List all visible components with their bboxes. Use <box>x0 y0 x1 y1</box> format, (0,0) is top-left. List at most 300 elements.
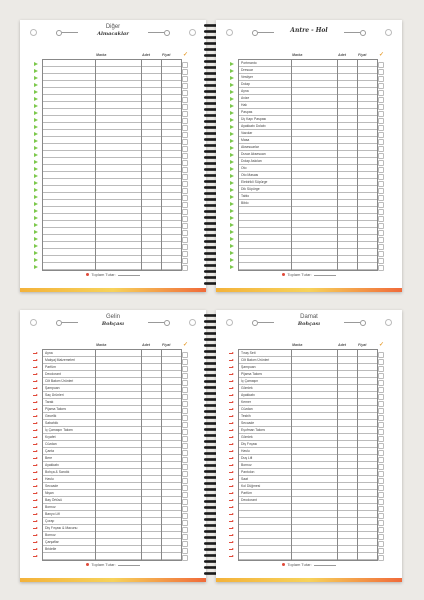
triangle-bullet-icon <box>34 181 38 185</box>
table-row[interactable]: Vazolar <box>239 130 377 137</box>
table-row[interactable]: Duvar Aksesuarı <box>239 151 377 158</box>
arrow-bullet-icon <box>33 514 37 515</box>
table-row[interactable]: Baş Örtüsü <box>43 497 181 504</box>
triangle-bullet-icon <box>34 258 38 262</box>
item-table <box>238 349 378 561</box>
total-line <box>20 272 206 277</box>
col-divider <box>291 60 292 270</box>
table-row[interactable]: Dresuar <box>239 67 377 74</box>
table-row[interactable]: Aksesuarlar <box>239 144 377 151</box>
arrow-bullet-icon <box>33 507 37 508</box>
checkbox[interactable] <box>182 62 188 68</box>
triangle-bullet-icon <box>230 181 234 185</box>
checkbox[interactable] <box>378 415 384 421</box>
table-row[interactable]: Deodorant <box>43 371 181 378</box>
table-row[interactable]: Şampuan <box>43 385 181 392</box>
checkbox[interactable] <box>182 104 188 110</box>
col-divider <box>161 60 162 270</box>
table-row[interactable]: Halı <box>239 102 377 109</box>
arrow-bullet-icon <box>229 423 233 424</box>
checkbox[interactable] <box>378 373 384 379</box>
triangle-bullet-icon <box>230 104 234 108</box>
check-mark-icon: ✓ <box>379 52 385 58</box>
checkbox[interactable] <box>182 450 188 456</box>
checkbox[interactable] <box>378 223 384 229</box>
checkbox[interactable] <box>182 195 188 201</box>
checkbox[interactable] <box>378 83 384 89</box>
checkbox[interactable] <box>378 380 384 386</box>
triangle-bullet-icon <box>34 62 38 66</box>
table-row[interactable]: Paspas <box>239 109 377 116</box>
checkbox[interactable] <box>378 534 384 540</box>
checkbox[interactable] <box>378 237 384 243</box>
arrow-bullet-icon <box>229 514 233 515</box>
checkbox[interactable] <box>378 394 384 400</box>
triangle-bullet-icon <box>34 174 38 178</box>
checkbox[interactable] <box>182 478 188 484</box>
arrow-bullet-icon <box>33 430 37 431</box>
arrow-bullet-icon <box>229 444 233 445</box>
table-row[interactable]: Sabahlık <box>43 420 181 427</box>
checkbox[interactable] <box>182 160 188 166</box>
checkbox[interactable] <box>182 69 188 75</box>
table-row[interactable]: Seccade <box>43 483 181 490</box>
checkbox[interactable] <box>378 555 384 561</box>
arrow-bullet-icon <box>33 556 37 557</box>
checkbox[interactable] <box>378 436 384 442</box>
checkbox[interactable] <box>182 506 188 512</box>
bullet-icon <box>86 273 89 276</box>
arrow-bullet-icon <box>229 367 233 368</box>
table-row[interactable]: Üç Kapı Paspası <box>239 116 377 123</box>
checkbox[interactable] <box>182 534 188 540</box>
table-row[interactable]: Bridelle <box>43 546 181 553</box>
checkbox[interactable] <box>182 527 188 533</box>
checkbox[interactable] <box>378 265 384 271</box>
arrow-bullet-icon <box>229 409 233 410</box>
table-row[interactable]: Bohça & Sandık <box>43 469 181 476</box>
total-line <box>216 562 402 567</box>
arrow-bullet-icon <box>33 521 37 522</box>
total-field[interactable] <box>118 275 140 276</box>
table-row[interactable]: Ayakkabı <box>239 392 377 399</box>
checkbox[interactable] <box>182 139 188 145</box>
arrow-bullet-icon <box>33 381 37 382</box>
checkbox[interactable] <box>182 380 188 386</box>
checkbox[interactable] <box>182 548 188 554</box>
table-row[interactable]: Masa <box>239 137 377 144</box>
checkbox[interactable] <box>182 181 188 187</box>
checkbox[interactable] <box>182 464 188 470</box>
col-divider <box>357 350 358 560</box>
table-row[interactable]: Saç Ürünleri <box>43 392 181 399</box>
arrow-bullet-icon <box>229 430 233 431</box>
checkbox[interactable] <box>378 457 384 463</box>
triangle-bullet-icon <box>34 188 38 192</box>
checkbox[interactable] <box>182 76 188 82</box>
table-row[interactable]: Gömlek <box>239 385 377 392</box>
checkbox[interactable] <box>378 527 384 533</box>
table-row[interactable]: Saat <box>239 476 377 483</box>
checkbox[interactable] <box>182 394 188 400</box>
table-row[interactable]: Seccade <box>239 420 377 427</box>
table-row[interactable]: Biblo <box>239 200 377 207</box>
checkbox[interactable] <box>182 457 188 463</box>
checkbox[interactable] <box>182 83 188 89</box>
table-row[interactable]: Ayna <box>239 88 377 95</box>
checkbox[interactable] <box>378 422 384 428</box>
checkbox[interactable] <box>182 366 188 372</box>
table-row[interactable]: İç Çamaşırı Takımı <box>43 427 181 434</box>
check-mark-icon: ✓ <box>183 52 189 58</box>
checkbox[interactable] <box>182 359 188 365</box>
bottom-spread <box>20 310 406 582</box>
arrow-bullet-icon <box>229 507 233 508</box>
arrow-bullet-icon <box>33 458 37 459</box>
checkbox[interactable] <box>182 146 188 152</box>
checkbox[interactable] <box>182 209 188 215</box>
table-row[interactable]: Tablo <box>239 193 377 200</box>
checkbox[interactable] <box>378 125 384 131</box>
table-row[interactable]: Duş Lifi <box>239 455 377 462</box>
checkbox[interactable] <box>182 499 188 505</box>
total-line <box>20 562 206 567</box>
arrow-bullet-icon <box>229 451 233 452</box>
checkbox[interactable] <box>378 541 384 547</box>
item-table <box>42 59 182 271</box>
checkbox[interactable] <box>182 244 188 250</box>
table-row[interactable]: Diş Fırçası <box>239 441 377 448</box>
checkbox[interactable] <box>378 97 384 103</box>
arrow-bullet-icon <box>229 465 233 466</box>
checkbox[interactable] <box>182 415 188 421</box>
checkbox[interactable] <box>378 366 384 372</box>
item-table <box>238 59 378 271</box>
checkbox[interactable] <box>378 167 384 173</box>
table-row[interactable]: Bornoz <box>43 532 181 539</box>
table-row[interactable]: Makyaj Malzemeleri <box>43 357 181 364</box>
checkbox[interactable] <box>378 195 384 201</box>
table-row[interactable]: Cilt Bakım Ürünleri <box>239 357 377 364</box>
arrow-bullet-icon <box>33 451 37 452</box>
triangle-bullet-icon <box>34 104 38 108</box>
triangle-bullet-icon <box>34 139 38 143</box>
table-row[interactable]: Pijama Takımı <box>239 371 377 378</box>
col-divider <box>95 60 96 270</box>
checkbox[interactable] <box>378 478 384 484</box>
triangle-bullet-icon <box>34 216 38 220</box>
checkbox[interactable] <box>182 223 188 229</box>
arrow-bullet-icon <box>33 395 37 396</box>
column-header <box>216 51 402 59</box>
checkbox[interactable] <box>378 104 384 110</box>
checkbox[interactable] <box>378 387 384 393</box>
triangle-bullet-icon <box>230 237 234 241</box>
triangle-bullet-icon <box>34 230 38 234</box>
table-row[interactable]: Tıraş Seti <box>239 350 377 357</box>
triangle-bullet-icon <box>230 125 234 129</box>
table-row[interactable]: Kol Düğmesi <box>239 483 377 490</box>
table-row[interactable]: Oto Masası <box>239 172 377 179</box>
checkbox[interactable] <box>182 118 188 124</box>
checkbox[interactable] <box>182 111 188 117</box>
page-subtitle: Almacaklar <box>97 31 129 37</box>
checkbox[interactable] <box>182 167 188 173</box>
page-header <box>216 314 402 334</box>
checkbox[interactable] <box>182 520 188 526</box>
bullet-icon <box>282 273 285 276</box>
col-qty: Adet <box>142 53 150 57</box>
table-row[interactable]: Şampuan <box>239 364 377 371</box>
table-row[interactable]: Çarşaflar <box>43 539 181 546</box>
triangle-bullet-icon <box>230 258 234 262</box>
triangle-bullet-icon <box>34 90 38 94</box>
total-field[interactable] <box>314 565 336 566</box>
triangle-bullet-icon <box>230 188 234 192</box>
checkbox[interactable] <box>182 230 188 236</box>
table-row[interactable]: Bornoz <box>43 504 181 511</box>
triangle-bullet-icon <box>34 97 38 101</box>
table-row[interactable]: Kemer <box>239 399 377 406</box>
triangle-bullet-icon <box>34 76 38 80</box>
checkbox[interactable] <box>378 244 384 250</box>
checkbox[interactable] <box>378 132 384 138</box>
checkbox[interactable] <box>182 352 188 358</box>
checkbox[interactable] <box>378 188 384 194</box>
triangle-bullet-icon <box>230 195 234 199</box>
arrow-bullet-icon <box>229 556 233 557</box>
table-row[interactable]: Nişan <box>43 490 181 497</box>
table-row[interactable]: Cüzdan <box>239 406 377 413</box>
triangle-bullet-icon <box>34 237 38 241</box>
col-price: Fiyat <box>358 53 367 57</box>
checkbox[interactable] <box>182 422 188 428</box>
checkbox[interactable] <box>378 216 384 222</box>
arrow-bullet-icon <box>33 486 37 487</box>
page-edge-stripe <box>216 288 402 292</box>
checkbox[interactable] <box>182 188 188 194</box>
checkbox[interactable] <box>182 485 188 491</box>
arrow-bullet-icon <box>229 360 233 361</box>
table-row[interactable]: Ayakkabı <box>43 462 181 469</box>
table-row[interactable]: Ayakkabı Dolabı <box>239 123 377 130</box>
checkbox[interactable] <box>182 401 188 407</box>
checkbox[interactable] <box>378 471 384 477</box>
checkbox[interactable] <box>182 125 188 131</box>
checkbox[interactable] <box>378 230 384 236</box>
checkbox[interactable] <box>182 408 188 414</box>
checkbox[interactable] <box>182 97 188 103</box>
table-row[interactable]: Cilt Bakım Ürünleri <box>43 378 181 385</box>
checkbox[interactable] <box>378 464 384 470</box>
checkbox[interactable] <box>378 520 384 526</box>
arrow-bullet-icon <box>33 388 37 389</box>
triangle-bullet-icon <box>230 62 234 66</box>
table-row[interactable]: Pantolon <box>239 469 377 476</box>
checkbox[interactable] <box>182 492 188 498</box>
checkbox[interactable] <box>378 485 384 491</box>
checkbox[interactable] <box>378 450 384 456</box>
table-row[interactable]: Bornoz <box>239 462 377 469</box>
table-row[interactable]: Avize <box>239 95 377 102</box>
checkbox[interactable] <box>182 90 188 96</box>
col-divider <box>337 350 338 560</box>
checkbox[interactable] <box>182 132 188 138</box>
table-row[interactable]: Çanta <box>43 448 181 455</box>
page-header <box>216 24 402 44</box>
checkbox[interactable] <box>378 359 384 365</box>
table-row[interactable]: Deodorant <box>239 497 377 504</box>
triangle-bullet-icon <box>230 69 234 73</box>
checkbox[interactable] <box>182 202 188 208</box>
checkbox[interactable] <box>378 146 384 152</box>
table-row[interactable]: Dik Süpürge <box>239 186 377 193</box>
checkbox[interactable] <box>378 153 384 159</box>
arrow-bullet-icon <box>229 388 233 389</box>
bullet-icon <box>282 563 285 566</box>
page-title: Antre - Hol <box>290 27 328 34</box>
triangle-bullet-icon <box>34 202 38 206</box>
page-header <box>20 24 206 44</box>
arrow-bullet-icon <box>229 395 233 396</box>
checkbox[interactable] <box>378 111 384 117</box>
arrow-bullet-icon <box>229 353 233 354</box>
col-brand: Marka <box>292 343 303 347</box>
table-row[interactable]: Portmanto <box>239 60 377 67</box>
checkbox[interactable] <box>182 373 188 379</box>
table-row[interactable]: Kıyafet <box>43 434 181 441</box>
checkbox[interactable] <box>182 443 188 449</box>
checkbox[interactable] <box>378 69 384 75</box>
table-row[interactable]: Çorap <box>43 518 181 525</box>
total-field[interactable] <box>314 275 336 276</box>
table-row[interactable]: Oto <box>239 165 377 172</box>
checkbox[interactable] <box>378 352 384 358</box>
checkbox[interactable] <box>182 541 188 547</box>
triangle-bullet-icon <box>34 160 38 164</box>
arrow-bullet-icon <box>229 374 233 375</box>
total-label: Toplam Tutar: <box>287 272 312 277</box>
table-row[interactable]: Havlu <box>239 448 377 455</box>
col-qty: Adet <box>142 343 150 347</box>
checkbox[interactable] <box>378 506 384 512</box>
page-edge-stripe <box>20 578 206 582</box>
arrow-bullet-icon <box>33 472 37 473</box>
checkbox[interactable] <box>182 555 188 561</box>
table-row[interactable]: Bere <box>43 455 181 462</box>
table-row[interactable]: Diş Fırçası & Macunu <box>43 525 181 532</box>
table-row[interactable]: Parfüm <box>43 364 181 371</box>
checkbox[interactable] <box>378 62 384 68</box>
page-gelin <box>20 310 206 582</box>
table-row[interactable]: Banyo Lifi <box>43 511 181 518</box>
checkbox[interactable] <box>378 258 384 264</box>
checkbox[interactable] <box>182 436 188 442</box>
checkbox[interactable] <box>182 429 188 435</box>
triangle-bullet-icon <box>34 209 38 213</box>
page-antre <box>216 20 402 292</box>
checkbox[interactable] <box>378 499 384 505</box>
checkbox[interactable] <box>182 258 188 264</box>
table-row[interactable]: Dolap Askıları <box>239 158 377 165</box>
table-row[interactable]: Cüzdan <box>43 441 181 448</box>
table-row[interactable]: Eşofman Takımı <box>239 427 377 434</box>
table-row[interactable]: Parfüm <box>239 490 377 497</box>
checkbox[interactable] <box>182 265 188 271</box>
checkbox[interactable] <box>182 216 188 222</box>
column-header <box>20 51 206 59</box>
col-divider <box>95 350 96 560</box>
checkbox[interactable] <box>378 443 384 449</box>
checkbox[interactable] <box>378 492 384 498</box>
page-diger <box>20 20 206 292</box>
triangle-bullet-icon <box>230 223 234 227</box>
checkbox[interactable] <box>378 174 384 180</box>
checkbox[interactable] <box>182 174 188 180</box>
checkbox[interactable] <box>378 90 384 96</box>
checkbox[interactable] <box>182 471 188 477</box>
check-mark-icon: ✓ <box>183 342 189 348</box>
table-row[interactable]: Havlu <box>43 476 181 483</box>
triangle-bullet-icon <box>230 174 234 178</box>
table-row[interactable]: Gömlek <box>239 434 377 441</box>
table-row[interactable]: Ayna <box>43 350 181 357</box>
triangle-bullet-icon <box>230 167 234 171</box>
checkbox[interactable] <box>182 251 188 257</box>
triangle-bullet-icon <box>230 76 234 80</box>
triangle-bullet-icon <box>230 111 234 115</box>
arrow-bullet-icon <box>229 437 233 438</box>
checkbox[interactable] <box>378 118 384 124</box>
checkbox[interactable] <box>378 401 384 407</box>
table-row[interactable]: Vestiyer <box>239 74 377 81</box>
checkbox[interactable] <box>378 513 384 519</box>
checkbox[interactable] <box>378 160 384 166</box>
triangle-bullet-icon <box>230 97 234 101</box>
checkbox[interactable] <box>378 76 384 82</box>
table-row[interactable]: Tarak <box>43 399 181 406</box>
checkbox[interactable] <box>378 429 384 435</box>
table-row[interactable]: Elektrikli Süpürge <box>239 179 377 186</box>
triangle-bullet-icon <box>230 265 234 269</box>
triangle-bullet-icon <box>230 139 234 143</box>
checkbox[interactable] <box>378 548 384 554</box>
checkbox[interactable] <box>378 209 384 215</box>
table-row[interactable]: Pijama Takımı <box>43 406 181 413</box>
arrow-bullet-icon <box>33 479 37 480</box>
table-row[interactable]: Tesbih <box>239 413 377 420</box>
arrow-bullet-icon <box>33 444 37 445</box>
checkbox[interactable] <box>182 387 188 393</box>
checkbox[interactable] <box>182 237 188 243</box>
triangle-bullet-icon <box>34 83 38 87</box>
checkbox[interactable] <box>378 251 384 257</box>
table-row[interactable]: Gecelik <box>43 413 181 420</box>
col-divider <box>337 60 338 270</box>
table-row[interactable]: Dolap <box>239 81 377 88</box>
checkbox[interactable] <box>378 181 384 187</box>
checkbox[interactable] <box>182 513 188 519</box>
checkbox[interactable] <box>182 153 188 159</box>
checkbox[interactable] <box>378 408 384 414</box>
total-line <box>216 272 402 277</box>
triangle-bullet-icon <box>230 202 234 206</box>
total-field[interactable] <box>118 565 140 566</box>
checkbox[interactable] <box>378 139 384 145</box>
checkbox[interactable] <box>378 202 384 208</box>
table-row[interactable]: İç Çamaşırı <box>239 378 377 385</box>
triangle-bullet-icon <box>230 251 234 255</box>
